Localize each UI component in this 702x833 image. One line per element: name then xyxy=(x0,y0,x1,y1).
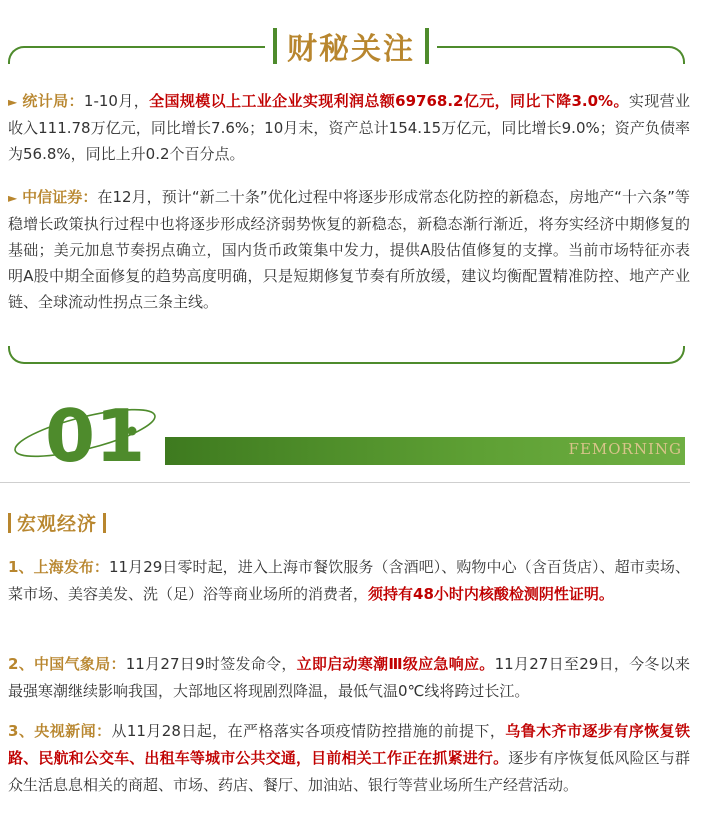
news-highlight: 须持有48小时内核酸检测阴性证明。 xyxy=(368,585,614,603)
title-bar-left xyxy=(273,28,277,64)
section-banner xyxy=(0,388,702,483)
item-text: 1-10月， xyxy=(83,92,150,110)
item-statistics-bureau xyxy=(8,88,690,167)
bullet-arrow-icon: ► xyxy=(8,191,18,205)
item-highlight: 全国规模以上工业企业实现利润总额69768.2亿元，同比下降3.0%。 xyxy=(149,92,629,110)
news-highlight: 乌鲁木齐市逐步有序恢复铁路、民航和公交车、出租车等城市公共交通，目前相关工作正在抓紧进行。 xyxy=(8,722,690,767)
news-text: 11月29日零时起，进入上海市餐饮服务（含酒吧）、购物中心（含百货店）、超市卖场、菜市场、美容美发、洗（足）浴等商业场所的消费者， xyxy=(8,558,690,603)
bullet-arrow-icon: ► xyxy=(8,95,18,109)
header xyxy=(0,22,702,70)
news-text: 从11月28日起，在严格落实各项疫情防控措施的前提下， xyxy=(111,722,506,740)
section-bar-left xyxy=(8,513,11,533)
section-title: 宏观经济 xyxy=(17,513,98,535)
page-title: 财秘关注 xyxy=(287,32,415,67)
item-lead: 统计局： xyxy=(22,92,84,110)
news-text-2: 逐步有序恢复低风险区与群众生活息息相关的商超、市场、药店、餐厅、加油站、银行等营业场所生产经营活动。 xyxy=(8,749,690,794)
banner-number: 01 xyxy=(45,394,146,478)
news-item-shanghai xyxy=(8,554,690,608)
item-text-2: 实现营业收入111.78万亿元，同比增长7.6%；10月末，资产总计154.15万亿元，同比增长9.0%；资产负债率为56.8%，同比上升0.2个百分点。 xyxy=(8,92,690,163)
news-item-weather xyxy=(8,651,690,705)
item-citic-securities xyxy=(8,184,690,315)
section-bar-right xyxy=(103,513,106,533)
banner-graphic xyxy=(0,388,702,483)
news-lead: 2、中国气象局： xyxy=(8,655,126,673)
news-item-cctv xyxy=(8,718,690,799)
news-highlight: 立即启动寒潮Ⅲ级应急响应。 xyxy=(296,655,495,673)
card-frame-bottom xyxy=(8,346,685,364)
item-text: 在12月，预计“新二十条”优化过程中将逐步形成常态化防控的新稳态，房地产“十六条”等稳增长政策执行过程中也将逐步形成经济弱势恢复的新稳态，新稳态渐行渐近，将夯实经济中期修复的基础；美元加息节奏拐点确立，国内货币政策集中发力，提供A股估值修复的支撑。当前市场特征亦表明A股中期全面修复的趋势高度明确，只是短期修复节奏有所放缓，建议均衡配置精准防控、地产产业链、全球流动性拐点三条主线。 xyxy=(8,188,690,311)
news-lead: 1、上海发布： xyxy=(8,558,109,576)
news-text-2: 11月27日至29日，今冬以来最强寒潮继续影响我国，大部地区将现剧烈降温，最低气温0℃线将跨过长江。 xyxy=(8,655,691,700)
brand-wordmark: FEMORNING xyxy=(568,440,682,458)
item-lead: 中信证券： xyxy=(22,188,98,206)
news-lead: 3、央视新闻： xyxy=(8,722,112,740)
news-text: 11月27日9时签发命令， xyxy=(125,655,297,673)
divider xyxy=(0,482,690,483)
title-bar-right xyxy=(425,28,429,64)
section-heading xyxy=(8,509,106,536)
